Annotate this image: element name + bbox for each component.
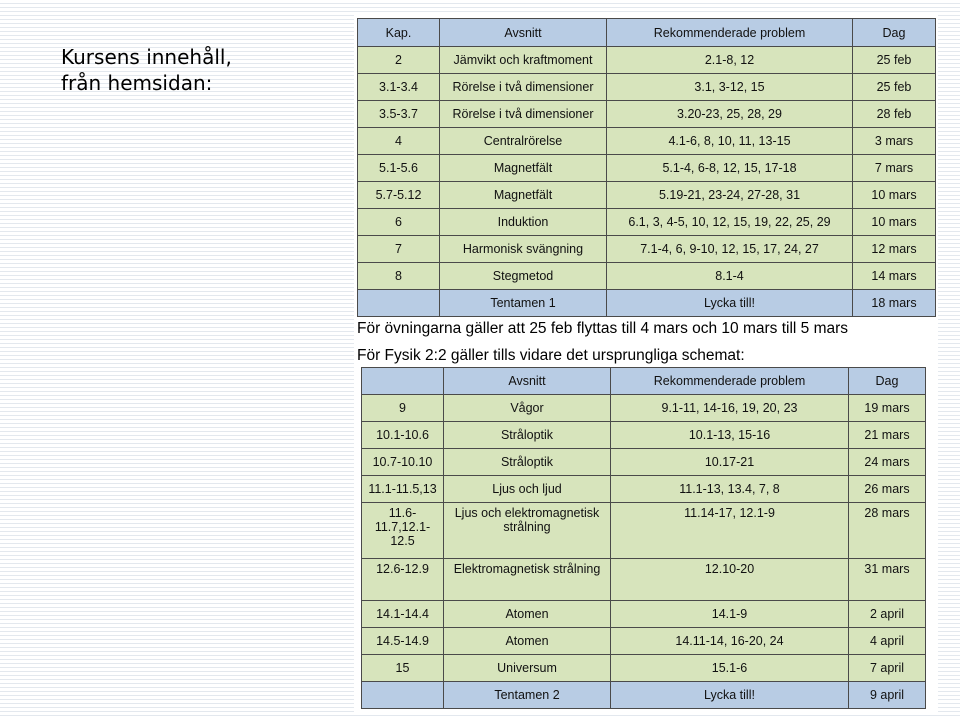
cell-problem: 12.10-20 <box>611 559 849 601</box>
cell-kap: 3.1-3.4 <box>358 74 440 101</box>
cell-problem: 3.20-23, 25, 28, 29 <box>607 101 853 128</box>
cell-problem: Lycka till! <box>611 682 849 709</box>
cell-kap: 11.6-11.7,12.1-12.5 <box>362 503 444 559</box>
header-dag: Dag <box>853 19 936 47</box>
cell-dag: 28 feb <box>853 101 936 128</box>
header-avsnitt: Avsnitt <box>444 368 611 395</box>
exercise-note: För övningarna gäller att 25 feb flyttas till 4 mars och 10 mars till 5 mars <box>357 320 849 337</box>
cell-avsnitt: Centralrörelse <box>440 128 607 155</box>
cell-kap: 10.7-10.10 <box>362 449 444 476</box>
cell-avsnitt: Universum <box>444 655 611 682</box>
cell-dag: 3 mars <box>853 128 936 155</box>
cell-kap: 14.1-14.4 <box>362 601 444 628</box>
table-row <box>358 101 936 128</box>
cell-problem: 2.1-8, 12 <box>607 47 853 74</box>
cell-kap: 5.1-5.6 <box>358 155 440 182</box>
header-problem: Rekommenderade problem <box>607 19 853 47</box>
table-row <box>362 395 926 422</box>
header-dag: Dag <box>849 368 926 395</box>
cell-problem: 6.1, 3, 4-5, 10, 12, 15, 19, 22, 25, 29 <box>607 209 853 236</box>
header-avsnitt: Avsnitt <box>440 19 607 47</box>
cell-problem: 10.17-21 <box>611 449 849 476</box>
cell-dag: 31 mars <box>849 559 926 601</box>
cell-kap: 10.1-10.6 <box>362 422 444 449</box>
cell-problem: 11.14-17, 12.1-9 <box>611 503 849 559</box>
cell-dag: 25 feb <box>853 47 936 74</box>
table-row <box>362 422 926 449</box>
cell-problem: 9.1-11, 14-16, 19, 20, 23 <box>611 395 849 422</box>
cell-avsnitt: Ljus och ljud <box>444 476 611 503</box>
table-row <box>358 209 936 236</box>
cell-problem: 8.1-4 <box>607 263 853 290</box>
cell-avsnitt: Elektromagnetisk strålning <box>444 559 611 601</box>
schedule-table-part-1 <box>357 18 936 317</box>
cell-avsnitt: Tentamen 1 <box>440 290 607 317</box>
cell-kap: 6 <box>358 209 440 236</box>
cell-avsnitt: Atomen <box>444 601 611 628</box>
cell-avsnitt: Tentamen 2 <box>444 682 611 709</box>
cell-avsnitt: Atomen <box>444 628 611 655</box>
cell-avsnitt: Magnetfält <box>440 182 607 209</box>
cell-kap: 7 <box>358 236 440 263</box>
cell-dag: 21 mars <box>849 422 926 449</box>
cell-avsnitt: Jämvikt och kraftmoment <box>440 47 607 74</box>
cell-problem: 15.1-6 <box>611 655 849 682</box>
cell-avsnitt: Magnetfält <box>440 155 607 182</box>
cell-avsnitt: Stegmetod <box>440 263 607 290</box>
cell-problem: 7.1-4, 6, 9-10, 12, 15, 17, 24, 27 <box>607 236 853 263</box>
cell-kap: 8 <box>358 263 440 290</box>
cell-dag: 9 april <box>849 682 926 709</box>
cell-dag: 2 april <box>849 601 926 628</box>
cell-kap: 3.5-3.7 <box>358 101 440 128</box>
cell-kap <box>362 682 444 709</box>
table-header-row <box>358 19 936 47</box>
cell-problem: 5.1-4, 6-8, 12, 15, 17-18 <box>607 155 853 182</box>
table-row <box>358 74 936 101</box>
table-row <box>362 449 926 476</box>
cell-dag: 7 mars <box>853 155 936 182</box>
cell-kap: 11.1-11.5,13 <box>362 476 444 503</box>
table-row <box>362 628 926 655</box>
exam-row <box>358 290 936 317</box>
schedule-table-part-2 <box>361 367 926 709</box>
cell-problem: 3.1, 3-12, 15 <box>607 74 853 101</box>
cell-problem: 10.1-13, 15-16 <box>611 422 849 449</box>
cell-dag: 10 mars <box>853 182 936 209</box>
cell-kap: 15 <box>362 655 444 682</box>
cell-avsnitt: Stråloptik <box>444 422 611 449</box>
table-row <box>362 601 926 628</box>
table-row <box>358 263 936 290</box>
fysik-note: För Fysik 2:2 gäller tills vidare det ursprungliga schemat: <box>357 347 745 364</box>
cell-dag: 26 mars <box>849 476 926 503</box>
cell-problem: 5.19-21, 23-24, 27-28, 31 <box>607 182 853 209</box>
cell-dag: 24 mars <box>849 449 926 476</box>
cell-kap: 14.5-14.9 <box>362 628 444 655</box>
cell-problem: Lycka till! <box>607 290 853 317</box>
table-row <box>362 655 926 682</box>
cell-dag: 12 mars <box>853 236 936 263</box>
cell-avsnitt: Rörelse i två dimensioner <box>440 74 607 101</box>
cell-kap <box>358 290 440 317</box>
cell-dag: 7 april <box>849 655 926 682</box>
table-row <box>362 503 926 559</box>
cell-dag: 25 feb <box>853 74 936 101</box>
exam-row <box>362 682 926 709</box>
cell-avsnitt: Vågor <box>444 395 611 422</box>
cell-avsnitt: Harmonisk svängning <box>440 236 607 263</box>
cell-kap: 12.6-12.9 <box>362 559 444 601</box>
table-row <box>362 559 926 601</box>
cell-dag: 4 april <box>849 628 926 655</box>
cell-dag: 19 mars <box>849 395 926 422</box>
cell-dag: 28 mars <box>849 503 926 559</box>
cell-problem: 11.1-13, 13.4, 7, 8 <box>611 476 849 503</box>
cell-dag: 10 mars <box>853 209 936 236</box>
table-row <box>358 236 936 263</box>
cell-kap: 4 <box>358 128 440 155</box>
header-problem: Rekommenderade problem <box>611 368 849 395</box>
cell-kap: 9 <box>362 395 444 422</box>
slide-title <box>61 44 232 96</box>
cell-kap: 2 <box>358 47 440 74</box>
cell-problem: 4.1-6, 8, 10, 11, 13-15 <box>607 128 853 155</box>
cell-kap: 5.7-5.12 <box>358 182 440 209</box>
table-row <box>358 182 936 209</box>
cell-avsnitt: Stråloptik <box>444 449 611 476</box>
table-row <box>358 47 936 74</box>
header-kap: Kap. <box>358 19 440 47</box>
cell-avsnitt: Induktion <box>440 209 607 236</box>
table-row <box>358 128 936 155</box>
slide-title-line-1: Kursens innehåll, <box>61 45 232 69</box>
table-header-row <box>362 368 926 395</box>
table-row <box>358 155 936 182</box>
cell-dag: 14 mars <box>853 263 936 290</box>
table-row <box>362 476 926 503</box>
slide-title-line-2: från hemsidan: <box>61 71 213 95</box>
cell-dag: 18 mars <box>853 290 936 317</box>
header-kap <box>362 368 444 395</box>
cell-problem: 14.11-14, 16-20, 24 <box>611 628 849 655</box>
cell-avsnitt: Rörelse i två dimensioner <box>440 101 607 128</box>
cell-avsnitt: Ljus och elektromagnetisk strålning <box>444 503 611 559</box>
cell-problem: 14.1-9 <box>611 601 849 628</box>
